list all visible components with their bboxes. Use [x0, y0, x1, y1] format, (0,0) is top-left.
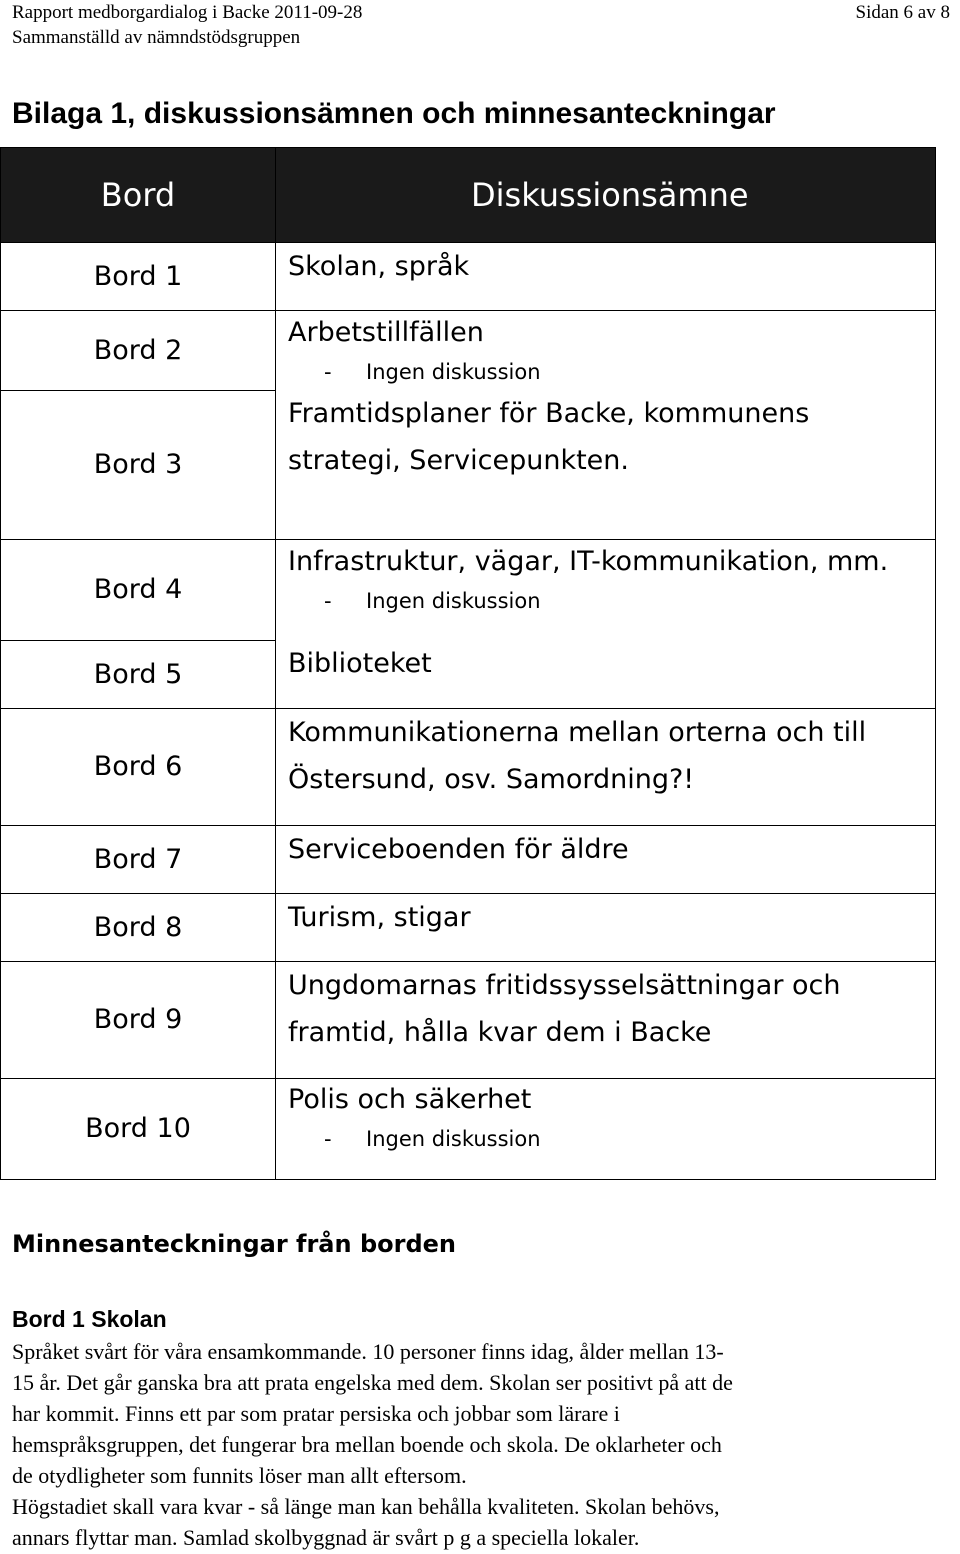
topic-text: Framtidsplaner för Backe, kommunens	[288, 398, 810, 429]
topic-text: Kommunikationerna mellan orterna och till	[288, 716, 867, 748]
topic-cell	[276, 390, 936, 539]
notes-section-title: Minnesanteckningar från borden	[12, 1230, 456, 1258]
header-topic: Diskussionsämne	[276, 148, 936, 243]
bord-cell: Bord 5	[1, 640, 276, 708]
bord1-heading: Bord 1 Skolan	[12, 1306, 167, 1332]
table-row	[1, 311, 936, 391]
compiled-by: Sammanställd av nämndstödsgruppen	[12, 27, 301, 48]
table-row	[1, 708, 936, 825]
note-dash: -	[324, 360, 332, 384]
topic-text: Arbetstillfällen	[288, 317, 484, 348]
table-row	[1, 539, 936, 640]
note-dash: -	[324, 588, 332, 613]
note-line	[288, 583, 935, 619]
note-line	[288, 354, 935, 390]
table-row	[1, 893, 936, 961]
notes-line: hemspråksgruppen, det fungerar bra mellan boende och skola. De oklarheter och	[12, 1432, 722, 1457]
bord-cell: Bord 6	[1, 708, 276, 825]
bord-cell: Bord 9	[1, 961, 276, 1078]
topic-cell	[276, 243, 936, 311]
topic-cell	[276, 1078, 936, 1179]
table-row	[1, 1078, 936, 1179]
notes-line: annars flyttar man. Samlad skolbyggnad är svårt p g a speciella lokaler.	[12, 1525, 640, 1550]
topic-cell	[276, 539, 936, 640]
topic-cell	[276, 708, 936, 825]
table-row	[1, 640, 936, 708]
page-number: Sidan 6 av 8	[855, 2, 950, 23]
topic-text: Ungdomarnas fritidssysselsättningar och	[288, 969, 841, 1001]
report-title: Rapport medborgardialog i Backe 2011-09-28	[12, 2, 363, 23]
bord-cell: Bord 4	[1, 539, 276, 640]
topic-cell	[276, 893, 936, 961]
notes-line: de otydligheter som funnits löser man allt eftersom.	[12, 1463, 467, 1488]
topic-text: Polis och säkerhet	[288, 1083, 532, 1115]
topic-cell	[276, 825, 936, 893]
note-text: Ingen diskussion	[366, 588, 541, 613]
notes-line: har kommit. Finns ett par som pratar persiska och jobbar som lärare i	[12, 1401, 620, 1426]
bord-cell: Bord 8	[1, 893, 276, 961]
notes-line: Högstadiet skall vara kvar - så länge man kan behålla kvaliteten. Skolan behövs,	[12, 1494, 720, 1519]
topic-cell	[276, 311, 936, 391]
bord-cell: Bord 1	[1, 243, 276, 311]
topic-text: Serviceboenden för äldre	[288, 833, 629, 865]
topic-text: Infrastruktur, vägar, IT-kommunikation, mm.	[288, 545, 889, 577]
topic-text: Biblioteket	[288, 648, 432, 679]
table-row	[1, 243, 936, 311]
topic-text: framtid, hålla kvar dem i Backe	[288, 1016, 712, 1048]
table-row	[1, 825, 936, 893]
topic-text: strategi, Servicepunkten.	[288, 445, 629, 476]
table-row	[1, 961, 936, 1078]
topic-text: Turism, stigar	[288, 901, 471, 933]
table-header-row	[1, 148, 936, 243]
notes-line: 15 år. Det går ganska bra att prata engelska med dem. Skolan ser positivt på att de	[12, 1370, 733, 1395]
bord-cell: Bord 7	[1, 825, 276, 893]
note-text: Ingen diskussion	[366, 360, 541, 384]
note-line	[288, 1121, 935, 1157]
bord-cell: Bord 10	[1, 1078, 276, 1179]
bord1-notes	[12, 1336, 932, 1553]
notes-line: Språket svårt för våra ensamkommande. 10 personer finns idag, ålder mellan 13-	[12, 1339, 724, 1364]
page-title: Bilaga 1, diskussionsämnen och minnesanteckningar	[12, 97, 776, 130]
topics-table	[0, 147, 936, 1180]
topic-text: Östersund, osv. Samordning?!	[288, 763, 695, 795]
note-dash: -	[324, 1126, 332, 1151]
bord-cell: Bord 3	[1, 390, 276, 539]
topic-text: Skolan, språk	[288, 251, 470, 282]
bord-cell: Bord 2	[1, 311, 276, 391]
header-bord: Bord	[1, 148, 276, 243]
note-text: Ingen diskussion	[366, 1126, 541, 1151]
table-row	[1, 390, 936, 539]
topic-cell	[276, 640, 936, 708]
topic-cell	[276, 961, 936, 1078]
